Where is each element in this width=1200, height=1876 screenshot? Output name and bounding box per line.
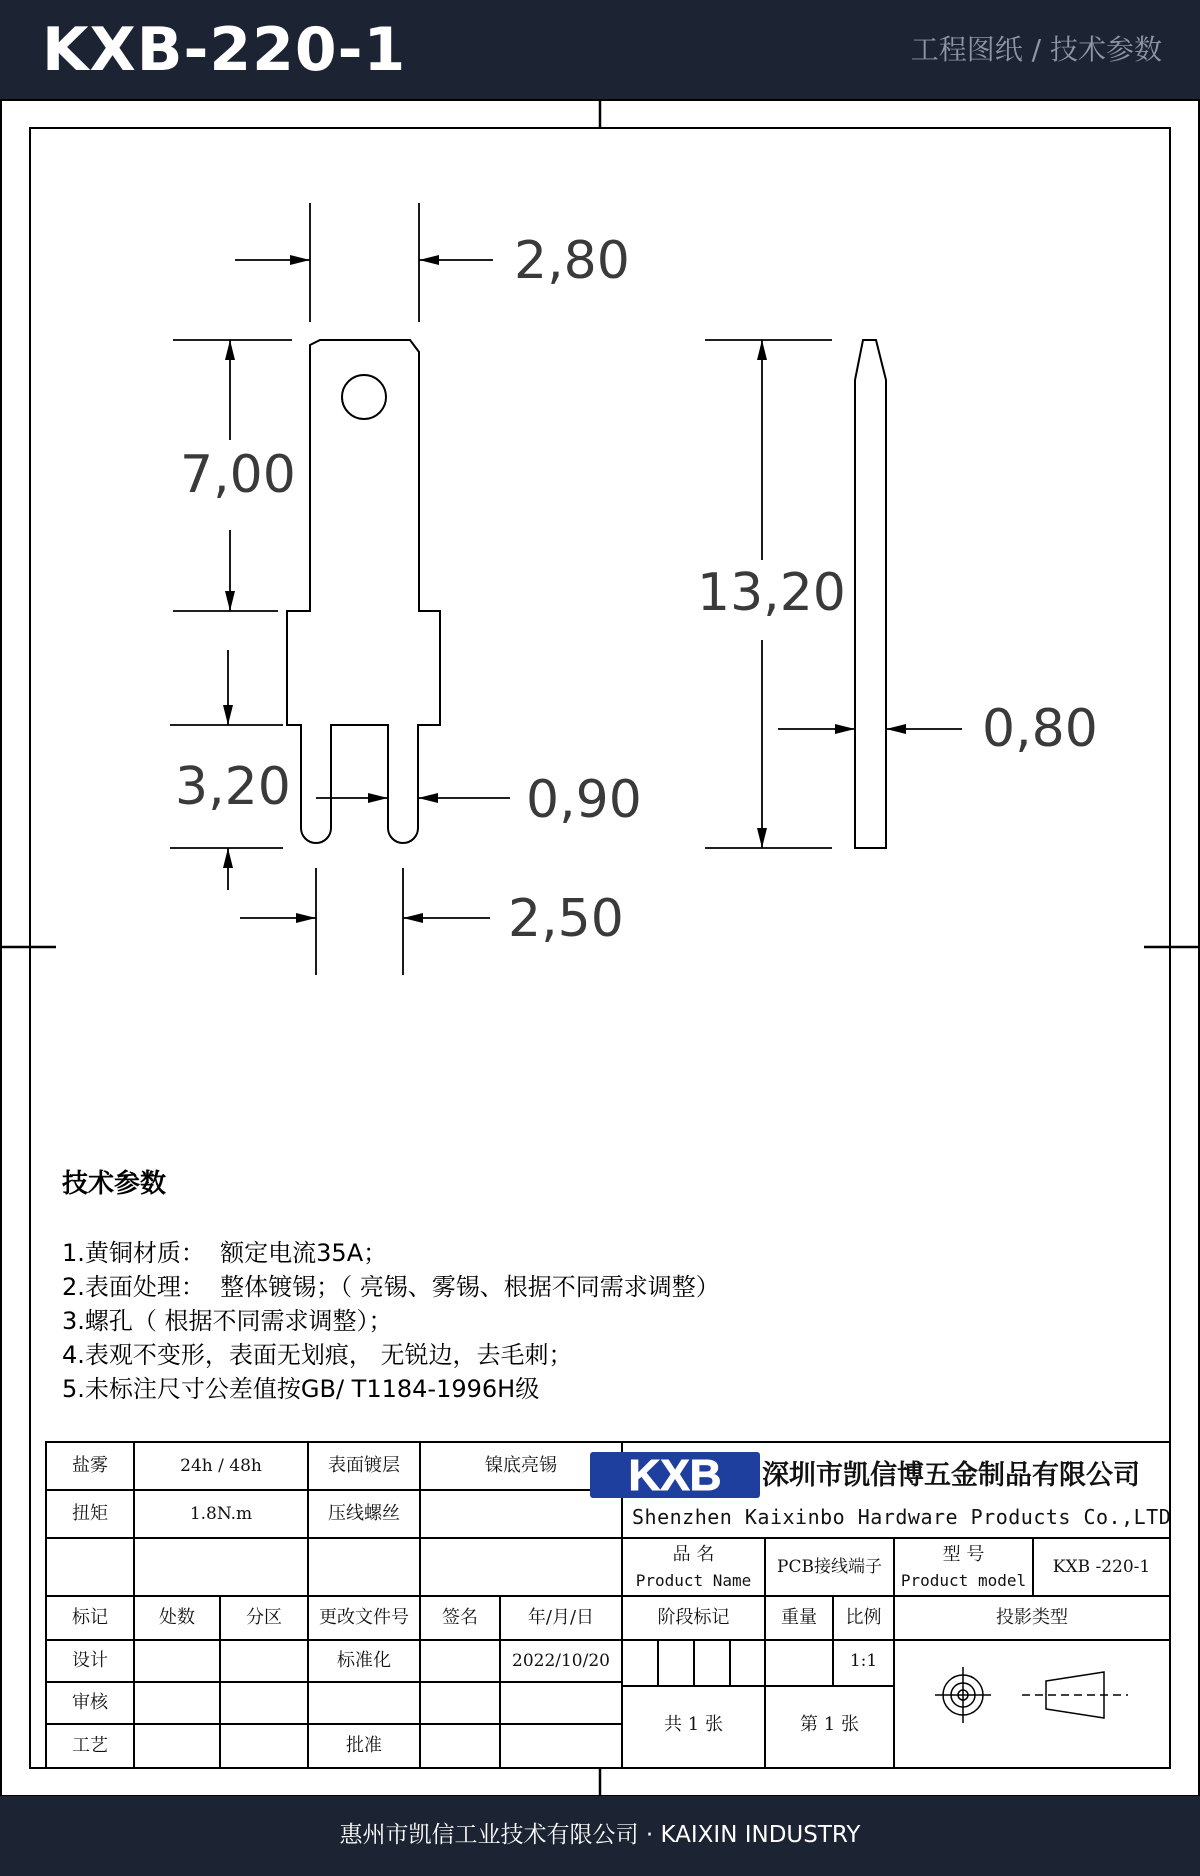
- spec-line: 2.表面处理： 整体镀锡；（ 亮锡、雾锡、根据不同需求调整）: [62, 1273, 720, 1301]
- rev-header-sign: 签名: [442, 1607, 478, 1628]
- standardization-label: 标准化: [337, 1650, 391, 1671]
- process-label: 工艺: [72, 1735, 108, 1756]
- spec-title: 技术参数: [62, 1169, 167, 1199]
- stage-mark-label: 阶段标记: [657, 1607, 730, 1628]
- review-label: 审核: [72, 1692, 108, 1713]
- page-subtitle: 工程图纸 / 技术参数: [910, 33, 1162, 66]
- product-name-value: PCB接线端子: [777, 1557, 882, 1577]
- approve-label: 批准: [346, 1735, 382, 1756]
- crimp-screw-label: 压线螺丝: [328, 1503, 400, 1524]
- rev-header-mark: 标记: [72, 1607, 108, 1628]
- scale-label: 比例: [845, 1607, 882, 1628]
- rev-header-zone: 分区: [246, 1607, 282, 1628]
- company-name-cn: 深圳市凯信博五金制品有限公司: [762, 1460, 1140, 1491]
- torque-label: 扭矩: [72, 1503, 108, 1524]
- torque-value: 1.8N.m: [189, 1504, 253, 1524]
- dim-fork-width: 0,90: [526, 770, 642, 830]
- total-sheets: 共 1 张: [664, 1714, 723, 1735]
- rev-header-count: 处数: [159, 1607, 195, 1628]
- scale-value: 1:1: [849, 1651, 878, 1671]
- sheet-number: 第 1 张: [800, 1714, 859, 1735]
- plating-label: 表面镀层: [328, 1455, 400, 1476]
- product-name-label-cn: 品 名: [672, 1544, 715, 1565]
- screw-hole: [342, 375, 386, 419]
- dim-total-height: 13,20: [697, 563, 846, 623]
- page-title: KXB-220-1: [42, 15, 407, 85]
- salt-spray-label: 盐雾: [72, 1455, 108, 1476]
- logo-text: KXB: [628, 1452, 722, 1498]
- design-date: 2022/10/20: [512, 1651, 610, 1671]
- projection-symbol-icon: [935, 1667, 1128, 1723]
- plating-value: 镍底亮锡: [485, 1455, 557, 1476]
- rev-header-doc: 更改文件号: [319, 1607, 409, 1628]
- dim-fork-length: 3,20: [175, 757, 291, 817]
- weight-label: 重量: [781, 1607, 817, 1628]
- dim-hole-length: 7,00: [180, 445, 296, 505]
- model-value: KXB -220-1: [1052, 1557, 1151, 1577]
- spec-line: 1.黄铜材质： 额定电流35A；: [62, 1239, 388, 1267]
- footer-bar: [0, 1796, 1200, 1876]
- design-label: 设计: [72, 1650, 108, 1671]
- terminal-side-view: [855, 340, 886, 848]
- projection-label: 投影类型: [996, 1607, 1068, 1628]
- model-label-cn: 型 号: [942, 1544, 985, 1565]
- spec-line: 4.表观不变形，表面无划痕， 无锐边，去毛刺；: [62, 1341, 573, 1369]
- dim-fork-spacing: 2,50: [508, 889, 624, 949]
- dim-thickness: 0,80: [982, 699, 1098, 759]
- rev-header-date: 年/月/日: [527, 1607, 595, 1628]
- footer-text: 惠州市凯信工业技术有限公司 · KAIXIN INDUSTRY: [339, 1822, 861, 1848]
- terminal-front-view: [287, 340, 440, 843]
- spec-line: 3.螺孔（ 根据不同需求调整）；: [62, 1307, 393, 1335]
- spec-line: 5.未标注尺寸公差值按GB/ T1184-1996H级: [62, 1375, 540, 1403]
- spec-section: [62, 1166, 1062, 1406]
- company-name-en: Shenzhen Kaixinbo Hardware Products Co.,LTD: [632, 1505, 1172, 1529]
- product-name-label-en: Product Name: [635, 1571, 752, 1590]
- dim-top-width: 2,80: [514, 231, 630, 291]
- salt-spray-value: 24h / 48h: [180, 1456, 262, 1476]
- model-label-en: Product model: [900, 1571, 1027, 1590]
